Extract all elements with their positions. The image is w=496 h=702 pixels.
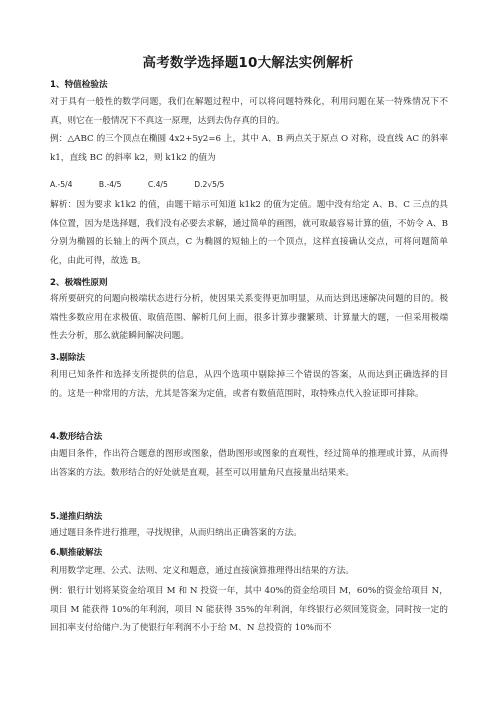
section-1-options [50,179,448,191]
option-b: B.-4/5 [98,180,122,189]
option-d: D.2√5/5 [194,180,225,189]
section-1-heading: 1、特值检验法 [50,80,108,90]
section-4-body: 由题目条件，作出符合题意的图形或图象，借助图形或图象的直观性，经过简单的推理或计算，从而得出答案的方法。数形结合的好处就是直观，甚至可以用量角尺直接量出结果来。 [50,449,448,478]
section-2-body: 将所要研究的问题向极端状态进行分析，使因果关系变得更加明显，从而达到迅速解决问题的目的。极端性多数应用在求极值、取值范围、解析几何上面，很多计算步骤繁琐、计算量大的题，一但采用极端性去分析，那么就能瞬间解决问题。 [50,294,448,341]
section-6-body: 利用数学定理、公式、法则、定义和题意，通过直接演算推理得出结果的方法。 [50,566,355,576]
section-4-heading: 4.数形结合法 [50,432,103,442]
document-title: 高考数学选择题10大解法实例解析 [142,55,354,71]
section-1-example: 例：△ABC 的三个顶点在椭圆 4x2+5y2=6 上，其中 A、B 两点关于原点 O 对称，设直线 AC 的斜率 k1，直线 BC 的斜率 k2，则 k1k2 的值为 [50,134,448,163]
section-6-example: 例：银行计划将某资金给项目 M 和 N 投资一年，其中 40%的资金给项目 M，60%的资金给项目 N，项目 M 能获得 10%的年利润，项目 N 能获得 35%的年利润，年终银行必须回笼资金，同时按一定的回扣率支付给储户.为了使银行年利润不小于给 M、N 总投资的 10%而不 [50,586,448,633]
option-a: A.-5/4 [50,180,73,189]
section-1-intro: 对于具有一般性的数学问题，我们在解题过程中，可以将问题特殊化，利用问题在某一特殊情况下不真，则它在一般情况下不真这一原理，达到去伪存真的目的。 [50,97,448,126]
section-1-analysis: 解析：因为要求 k1k2 的值，由题干暗示可知道 k1k2 的值为定值。题中没有给定 A、B、C 三点的具体位置，因为是选择题，我们没有必要去求解，通过简单的画图，就可取最容易计算的值，不妨令 A、B 分别为椭圆的长轴上的两个顶点，C 为椭圆的短轴上的一个顶点，这样直接确认交点，可将问题简单化，由此可得，故选 B。 [50,200,448,266]
section-5-heading: 5.递推归纳法 [50,512,103,522]
section-3-body: 利用已知条件和选择支所提供的信息，从四个选项中剔除掉三个错误的答案，从而达到正确选择的目的。这是一种常用的方法，尤其是答案为定值，或者有数值范围时，取特殊点代入验证即可排除。 [50,370,448,399]
section-5-body: 通过题目条件进行推理，寻找规律，从而归纳出正确答案的方法。 [50,528,302,538]
section-3-heading: 3.剔除法 [50,353,86,363]
section-2-heading: 2、极端性原则 [50,278,108,288]
section-6-heading: 6.顺推破解法 [50,548,103,558]
option-c: C.4/5 [147,180,168,189]
